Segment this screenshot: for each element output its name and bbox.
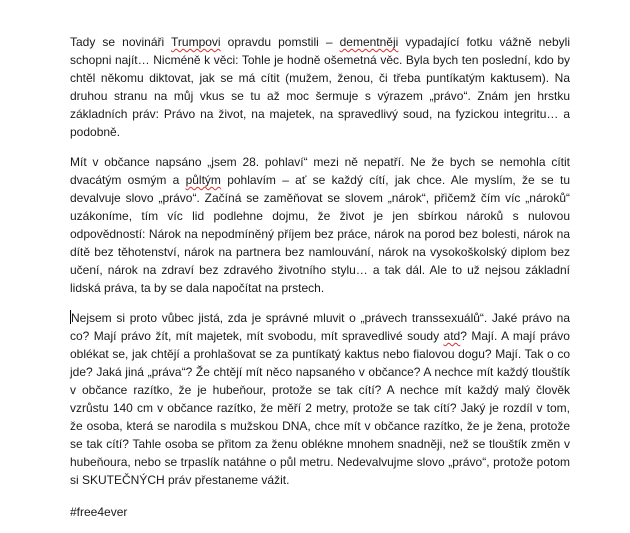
misspelled-word[interactable]: dementněji	[339, 35, 399, 49]
document-page[interactable]	[70, 33, 570, 533]
misspelled-word[interactable]: Trumpovi	[171, 35, 221, 49]
text-run: ? Mají. A mají právo oblékat se, jak chtějí a prohlašovat se za puntíkatý kaktus nebo fialovou dogu? Mají. Tak o co jde? Jaká jiná „práva“? Že chtějí mít něco napsaného v občance? A nechce mít každý tlouštík v občance razítko, že je hubeňour, protože se tak cítí? A nechce mít každý malý člověk vzrůstu 140 cm v občance razítko, že měří 2 metry, protože se tak cítí? Jaký je rozdíl v tom, že osoba, která se narodila s mužskou DNA, chce mít v občance razítko, že je žena, protože se tak cítí? Tahle osoba se přitom za ženu oblékne mnohem snadněji, než se tlouštík změn v hubeňoura, nebo se trpaslík natáhne o půl metru. Nedevalvujme slovo „právo“, protože potom si SKUTEČNÝCH práv přestaneme vážit.	[70, 329, 570, 487]
text-run: Tady se novináři	[70, 35, 172, 49]
misspelled-word[interactable]: atd	[443, 329, 461, 343]
hashtag: #free4ever	[70, 505, 128, 519]
text-run: opravdu pomstili –	[220, 35, 340, 49]
text-run: Mít v občance napsáno „jsem 28. pohlaví“ mezi ně nepatří. Ne že bych se nemohla cítit dvacátým osmým a	[70, 155, 570, 187]
text-run: Nejsem si proto vůbec jistá, zda je správné mluvit o „právech transsexuálů“. Jaké právo na co? Mají právo žít, mít majetek, mít svobodu, mít spravedlivé soudy	[70, 311, 570, 343]
misspelled-word[interactable]: půltým	[185, 173, 221, 187]
paragraph-1	[70, 33, 570, 141]
text-run: pohlavím – ať se každý cítí, jak chce. Ale myslím, že se tu devalvuje slovo „právo“. Začíná se zaměňovat se slovem „nárok“, přičemž čím víc „nároků“ uzákoníme, tím víc lid podlehne dojmu, že život je jen sbírkou nároků s nulovou odpovědností: Nárok na nepodmíněný příjem bez práce, nárok na porod bez bolesti, nárok na dítě bez těhotenství, nárok na partnera bez namlouvání, nárok na vysokoškolský diplom bez učení, nárok na zdraví bez zdravého životního stylu… a tak dál. Ale to už nejsou základní lidská práva, ta by se dala napočítat na prstech.	[70, 173, 570, 295]
paragraph-2	[70, 153, 570, 297]
text-run: vypadající fotku vážně nebyli schopni najít… Nicméně k věci: Tohle je hodně ošemetná věc. Byla bych ten poslední, kdo by chtěl někomu diktovat, jak se má cítit (mužem, ženou, či třeba puntíkatým kaktusem). Na druhou stranu na můj vkus se tu až moc šermuje s výrazem „právo“. Znám jen hrstku základních práv: Právo na život, na majetek, na spravedlivý soud, na fyzickou integritu… a podobně.	[70, 35, 570, 139]
paragraph-3	[70, 309, 570, 489]
